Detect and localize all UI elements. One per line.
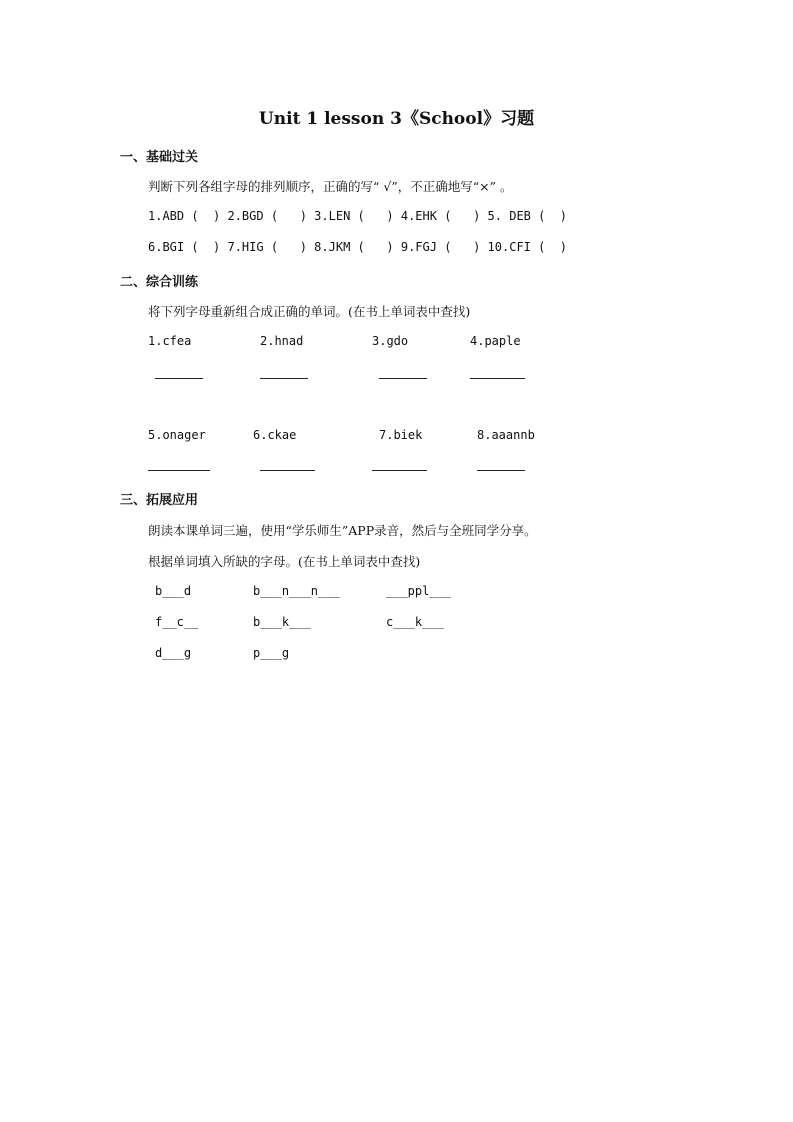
fill-blank-word: ___ppl___ bbox=[386, 584, 452, 598]
exercise-row: 1.ABD ( ) 2.BGD ( ) 3.LEN ( ) 4.EHK ( ) 5. DEB ( ) bbox=[148, 209, 568, 223]
scrambled-word: 5.onager bbox=[148, 428, 206, 442]
section-heading-extension: 三、拓展应用 bbox=[120, 493, 199, 508]
answer-line[interactable] bbox=[260, 378, 308, 379]
answer-line[interactable] bbox=[372, 470, 427, 471]
fill-blank-word: d___g bbox=[155, 646, 192, 660]
answer-line[interactable] bbox=[470, 378, 525, 379]
instruction-text: 将下列字母重新组合成正确的单词。(在书上单词表中查找) bbox=[148, 304, 471, 319]
page-title: Unit 1 lesson 3《School》习题 bbox=[258, 109, 535, 129]
scrambled-word: 3.gdo bbox=[372, 334, 409, 348]
fill-blank-word: b___n___n___ bbox=[253, 584, 340, 598]
fill-blank-word: c___k___ bbox=[386, 615, 444, 629]
fill-blank-word: b___k___ bbox=[253, 615, 311, 629]
answer-line[interactable] bbox=[260, 470, 315, 471]
answer-line[interactable] bbox=[477, 470, 525, 471]
instruction-text: 根据单词填入所缺的字母。(在书上单词表中查找) bbox=[148, 554, 421, 569]
scrambled-word: 6.ckae bbox=[253, 428, 297, 442]
answer-line[interactable] bbox=[379, 378, 427, 379]
scrambled-word: 7.biek bbox=[379, 428, 423, 442]
fill-blank-word: f__c__ bbox=[155, 615, 199, 629]
exercise-row: 6.BGI ( ) 7.HIG ( ) 8.JKM ( ) 9.FGJ ( ) 10.CFI ( ) bbox=[148, 240, 568, 254]
scrambled-word: 1.cfea bbox=[148, 334, 192, 348]
answer-line[interactable] bbox=[155, 378, 203, 379]
fill-blank-word: p___g bbox=[253, 646, 290, 660]
instruction-text: 判断下列各组字母的排列顺序，正确的写“ √”，不正确地写“×” 。 bbox=[148, 179, 513, 194]
answer-line[interactable] bbox=[148, 470, 210, 471]
section-heading-practice: 二、综合训练 bbox=[120, 275, 199, 290]
section-heading-basic: 一、基础过关 bbox=[120, 150, 199, 165]
scrambled-word: 8.aaannb bbox=[477, 428, 535, 442]
fill-blank-word: b___d bbox=[155, 584, 192, 598]
scrambled-word: 4.paple bbox=[470, 334, 521, 348]
instruction-text: 朗读本课单词三遍，使用“学乐师生”APP录音，然后与全班同学分享。 bbox=[148, 523, 537, 538]
scrambled-word: 2.hnad bbox=[260, 334, 304, 348]
